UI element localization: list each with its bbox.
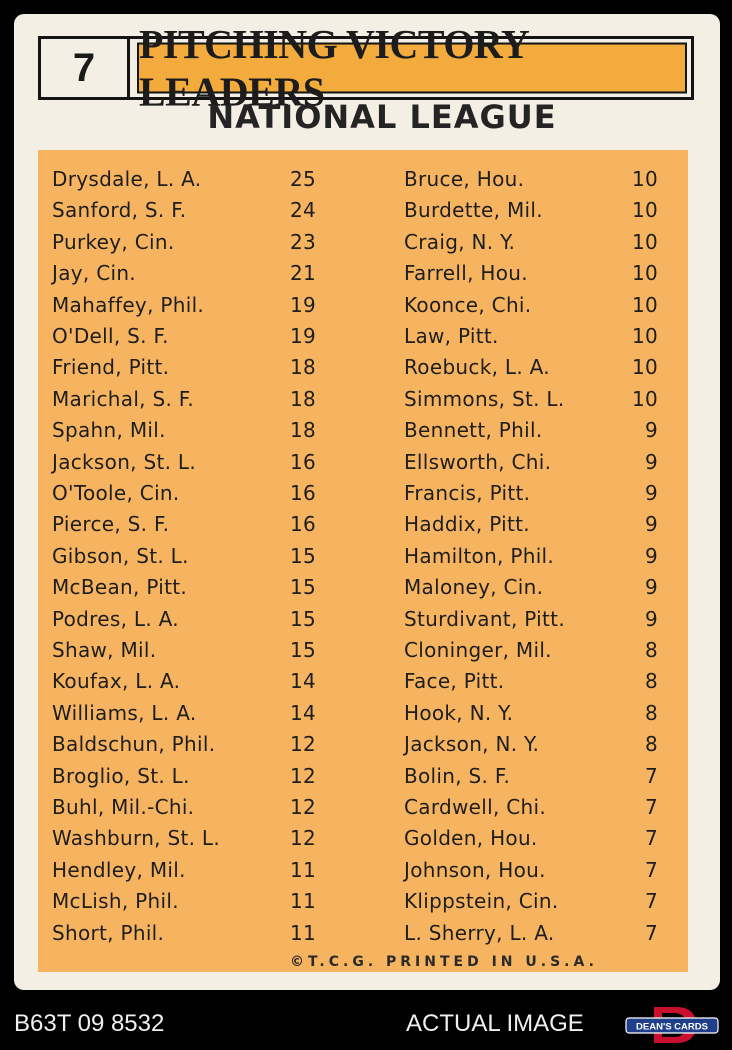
leader-name-right: Koonce, Chi. [404,292,532,317]
leader-wins-left: 12 [289,732,316,757]
leader-name-left: Pierce, S. F. [52,512,170,537]
leader-wins-right: 8 [644,638,658,662]
leader-row [38,167,688,198]
leader-wins-right: 10 [631,229,658,254]
leader-name-right: L. Sherry, L. A. [404,920,555,945]
leader-name-left: Jackson, St. L. [52,449,197,474]
leader-wins-left: 11 [289,889,316,914]
footer-bar [0,1000,732,1050]
leader-name-left: Drysdale, L. A. [52,167,202,191]
leader-name-left: Gibson, St. L. [52,543,189,568]
leader-wins-right: 8 [644,700,658,725]
leader-name-left: Friend, Pitt. [52,355,170,380]
leader-wins-left: 12 [289,763,316,788]
leader-row [38,293,688,324]
leader-wins-right: 9 [644,481,658,505]
leaders-panel [38,150,688,972]
leader-row [38,512,688,543]
leader-name-left: O'Dell, S. F. [52,324,169,348]
leader-wins-left: 16 [289,512,316,537]
copyright-line: ©T.C.G. PRINTED IN U.S.A. [290,954,598,970]
leader-row [38,450,688,481]
leader-wins-right: 7 [644,857,658,882]
leader-wins-left: 24 [289,198,316,223]
leader-name-right: Sturdivant, Pitt. [404,606,565,631]
leader-name-right: Farrell, Hou. [404,261,528,286]
leader-name-left: Purkey, Cin. [52,229,175,254]
card-back [14,14,720,990]
leader-name-right: Golden, Hou. [404,826,538,851]
leader-name-right: Bruce, Hou. [404,167,525,191]
card-title: PITCHING VICTORY LEADERS [137,43,687,94]
leader-wins-left: 12 [289,795,316,819]
league-heading: NATIONAL LEAGUE [207,98,557,136]
leader-wins-left: 18 [289,355,316,380]
leader-wins-right: 7 [644,763,658,788]
leader-name-left: Koufax, L. A. [52,669,181,694]
leader-wins-right: 10 [631,386,658,411]
leader-name-right: Face, Pitt. [404,669,505,694]
leader-row [38,230,688,261]
leader-row [38,481,688,512]
leader-wins-right: 10 [631,198,658,223]
leader-name-left: Short, Phil. [52,920,165,945]
leader-wins-right: 10 [631,261,658,286]
leader-name-right: Ellsworth, Chi. [404,449,552,474]
leader-wins-left: 19 [289,324,316,348]
header-box [38,21,694,115]
leader-name-right: Law, Pitt. [404,324,499,348]
leader-wins-right: 10 [631,292,658,317]
leader-name-right: Burdette, Mil. [404,198,543,223]
leader-name-right: Hook, N. Y. [404,700,514,725]
leader-wins-right: 9 [644,512,658,537]
leader-name-left: Marichal, S. F. [52,386,195,411]
leader-wins-right: 9 [644,449,658,474]
leader-wins-left: 12 [289,826,316,851]
leader-wins-right: 8 [644,669,658,694]
actual-image-caption: ACTUAL IMAGE [406,1010,584,1037]
leader-name-right: Klippstein, Cin. [404,889,559,914]
leader-name-left: Buhl, Mil.-Chi. [52,795,195,819]
card-id: B63T 09 8532 [14,1010,165,1037]
leader-wins-left: 21 [289,261,316,286]
leader-name-right: Bennett, Phil. [404,418,543,443]
leader-row [38,826,688,857]
leader-name-right: Francis, Pitt. [404,481,531,505]
leader-wins-right: 10 [631,324,658,348]
leader-wins-left: 15 [289,575,316,600]
card-number: 7 [41,39,130,97]
leader-name-left: Williams, L. A. [52,700,197,725]
leader-wins-left: 19 [289,292,316,317]
leader-row [38,387,688,418]
leader-name-left: Shaw, Mil. [52,638,157,662]
leader-row [38,607,688,638]
leader-name-right: Cloninger, Mil. [404,638,552,662]
leader-row [38,261,688,292]
leader-row [38,858,688,889]
leader-name-right: Simmons, St. L. [404,386,565,411]
leader-row [38,795,688,826]
leader-wins-right: 7 [644,889,658,914]
leader-name-left: Washburn, St. L. [52,826,221,851]
leader-name-left: Spahn, Mil. [52,418,166,443]
leader-name-right: Jackson, N. Y. [404,732,540,757]
svg-text:DEAN'S CARDS: DEAN'S CARDS [636,1021,708,1033]
leader-name-left: Jay, Cin. [52,261,136,286]
leader-name-right: Maloney, Cin. [404,575,544,600]
leader-wins-left: 14 [289,669,316,694]
leader-wins-right: 7 [644,795,658,819]
leader-wins-left: 16 [289,449,316,474]
leader-name-right: Bolin, S. F. [404,763,511,788]
deans-cards-logo [624,1005,720,1045]
leader-wins-left: 23 [289,229,316,254]
leader-wins-left: 18 [289,418,316,443]
leader-wins-right: 7 [644,826,658,851]
leader-name-left: Baldschun, Phil. [52,732,216,757]
leader-row [38,418,688,449]
leader-row [38,764,688,795]
leader-name-right: Craig, N. Y. [404,229,516,254]
leader-row [38,732,688,763]
leader-name-left: McBean, Pitt. [52,575,188,600]
leader-name-right: Hamilton, Phil. [404,543,555,568]
leader-wins-right: 9 [644,575,658,600]
leader-row [38,889,688,920]
leader-name-left: O'Toole, Cin. [52,481,180,505]
leader-row [38,638,688,669]
leader-name-left: Broglio, St. L. [52,763,190,788]
leader-row [38,355,688,386]
leader-wins-left: 18 [289,386,316,411]
leader-wins-right: 8 [644,732,658,757]
leader-row [38,575,688,606]
leader-wins-left: 14 [289,700,316,725]
leader-name-left: Hendley, Mil. [52,857,186,882]
leader-row [38,198,688,229]
leader-wins-left: 15 [289,606,316,631]
leader-name-right: Roebuck, L. A. [404,355,550,380]
leader-row [38,544,688,575]
leader-wins-left: 11 [289,920,316,945]
leader-wins-left: 16 [289,481,316,505]
leader-wins-right: 7 [644,920,658,945]
leader-name-left: Sanford, S. F. [52,198,187,223]
leader-wins-right: 9 [644,606,658,631]
leader-name-left: Mahaffey, Phil. [52,292,205,317]
leader-wins-left: 15 [289,638,316,662]
leader-wins-right: 10 [631,167,658,191]
leader-wins-right: 10 [631,355,658,380]
leader-wins-right: 9 [644,543,658,568]
leader-name-left: McLish, Phil. [52,889,179,914]
leader-name-right: Cardwell, Chi. [404,795,547,819]
leader-wins-left: 11 [289,857,316,882]
leader-row [38,701,688,732]
leader-row [38,669,688,700]
leader-wins-right: 9 [644,418,658,443]
leader-name-right: Haddix, Pitt. [404,512,530,537]
leader-wins-left: 15 [289,543,316,568]
leader-row [38,324,688,355]
leader-row [38,921,688,952]
leader-name-left: Podres, L. A. [52,606,179,631]
leader-wins-left: 25 [289,167,316,191]
leader-name-right: Johnson, Hou. [404,857,546,882]
